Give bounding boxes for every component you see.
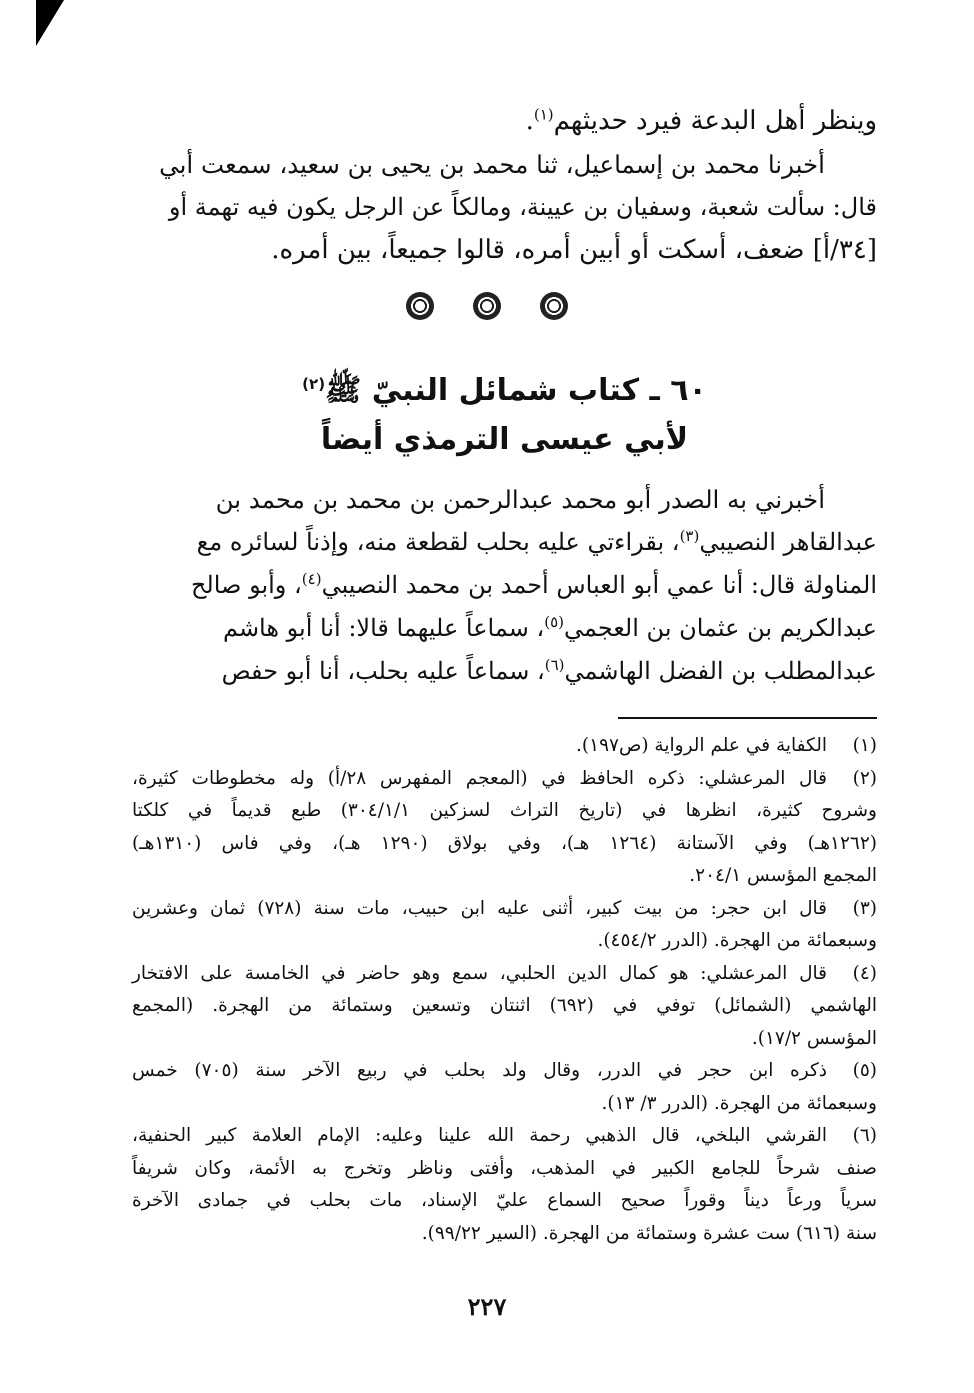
ornament-icon	[540, 292, 568, 320]
section-divider-ornaments	[0, 292, 974, 324]
footnote-line: (١٢٦٢هـ) وفي الآستانة (١٢٦٤ هـ)، وفي بولاق (١٢٩٠ هـ)، وفي فاس (١٣١٠هـ)	[132, 832, 877, 854]
top-paragraph	[132, 100, 877, 272]
footnote-separator	[618, 717, 877, 719]
footnote	[132, 1120, 877, 1250]
footnote-number: (٥)	[852, 1060, 877, 1081]
text-line: وينظر أهل البدعة فيرد حديثهم$^{(١)}$.	[525, 105, 877, 136]
ornament-icon	[473, 292, 501, 320]
footnote-ref[interactable]: (١)	[533, 105, 554, 124]
scan-corner-mark	[36, 0, 64, 46]
text-line: أخبرني به الصدر أبو محمد عبدالرحمن بن محمد بن محمد بن	[215, 485, 825, 514]
footnote-number: (٦)	[852, 1125, 877, 1146]
page-number: ٢٢٧	[467, 1292, 507, 1321]
text-line: المناولة قال: أنا عمي أبو العباس أحمد بن محمد النصيبي$^{(٤)}$، وأبو صالح	[190, 570, 877, 599]
footnote-ref[interactable]: (٣)	[679, 527, 700, 545]
footnote-line: ذكره ابن حجر في الدرر، وقال ولد بحلب في ربيع الآخر سنة (٧٠٥) خمس	[132, 1060, 827, 1081]
footnote-line: قال المرعشلي: ذكره الحافظ في (المعجم المفهرس ٢٨/أ) وله مخطوطات كثيرة،	[132, 767, 827, 789]
footnote-line: وسبعمائة من الهجرة. (الدرر ٣/ ١٣).	[601, 1092, 877, 1114]
footnotes	[132, 730, 877, 1250]
footnote	[132, 958, 877, 1056]
footnote	[132, 730, 877, 763]
footnote-line: الهاشمي (الشمائل) توفي في (٦٩٢) اثنتان وتسعين وستمائة من الهجرة. (المجمع	[132, 995, 877, 1016]
footnote-ref[interactable]: (٢)	[302, 375, 326, 393]
main-paragraph	[132, 478, 877, 693]
footnote-ref[interactable]: (٦)	[544, 656, 565, 674]
footnote-line: وشروح كثيرة، انظرها في (تاريخ التراث لسزكين ٣٠٤/١/١) طبع قديماً في كلكتا	[132, 800, 877, 821]
footnote-number: (١)	[852, 735, 877, 756]
ornament-icon	[406, 292, 434, 320]
footnote-line: قال المرعشلي: هو كمال الدين الحلبي، سمع وهو حاضر في الخامسة على الافتخار	[132, 962, 827, 984]
footnote	[132, 893, 877, 958]
footnote-line: الكفاية في علم الرواية (ص١٩٧).	[576, 735, 827, 756]
footnote	[132, 763, 877, 893]
text-line: أخبرنا محمد بن إسماعيل، ثنا محمد بن يحيى بن سعيد، سمعت أبي	[159, 150, 825, 179]
section-subtitle: لأبي عيسى الترمذي أيضاً	[320, 422, 689, 457]
footnote-line: قال ابن حجر: من بيت كبير، أثنى عليه ابن حبيب، مات سنة (٧٢٨) ثمان وعشرين	[132, 897, 828, 919]
footnote-number: (٤)	[852, 962, 877, 984]
footnote-line: وسبعمائة من الهجرة. (الدرر ٤٥٤/٢).	[597, 930, 877, 951]
footnote-line: سنة (٦١٦) ست عشرة وستمائة من الهجرة. (السير ٩٩/٢٢).	[421, 1222, 877, 1244]
text-line: قال: سألت شعبة، وسفيان بن عيينة، ومالكاً عن الرجل يكون فيه تهمة أو	[168, 193, 877, 221]
footnote-line: المجمع المؤسس ٢٠٤/١.	[689, 865, 877, 886]
footnote-line: المؤسس ١٧/٢).	[751, 1027, 877, 1049]
footnote-line: سرياً ورعاً ديناً وقوراً صحيح السماع عليّ الإسناد، مات بحلب في جمادى الآخرة	[132, 1190, 877, 1211]
footnote-number: (٣)	[852, 897, 877, 919]
text-line: عبدالقاهر النصيبي$^{(٣)}$، بقراءتي عليه بحلب لقطعة منه، وإذناً لسائره مع	[196, 527, 877, 556]
footnote-line: القرشي البلخي، قال الذهبي رحمة الله علينا وعليه: الإمام العلامة كبير الحنفية،	[132, 1125, 827, 1146]
footnote-number: (٢)	[852, 767, 877, 789]
section-title: ٦٠ ـ كتاب شمائل النبيّ ﷺ$^{(٢)}$	[302, 373, 707, 408]
footnote-line: صنف شرحاً للجامع الكبير في المذهب، وأفتى وناظر وتخرج به الأئمة، وكان شريفاً	[132, 1157, 877, 1179]
text-line: [٣٤/أ] ضعف، أسكت أو أبين أمره، قالوا جميعاً، بين أمره.	[271, 235, 877, 265]
footnote-ref[interactable]: (٥)	[544, 613, 564, 631]
text-line: عبدالكريم بن عثمان بن العجمي$^{(٥)}$، سماعاً عليهما قالا: أنا أبو هاشم	[222, 613, 877, 642]
text-line: عبدالمطلب بن الفضل الهاشمي$^{(٦)}$، سماعاً عليه بحلب، أنا أبو حفص	[221, 656, 877, 685]
footnote	[132, 1055, 877, 1120]
footnote-ref[interactable]: (٤)	[301, 570, 322, 588]
